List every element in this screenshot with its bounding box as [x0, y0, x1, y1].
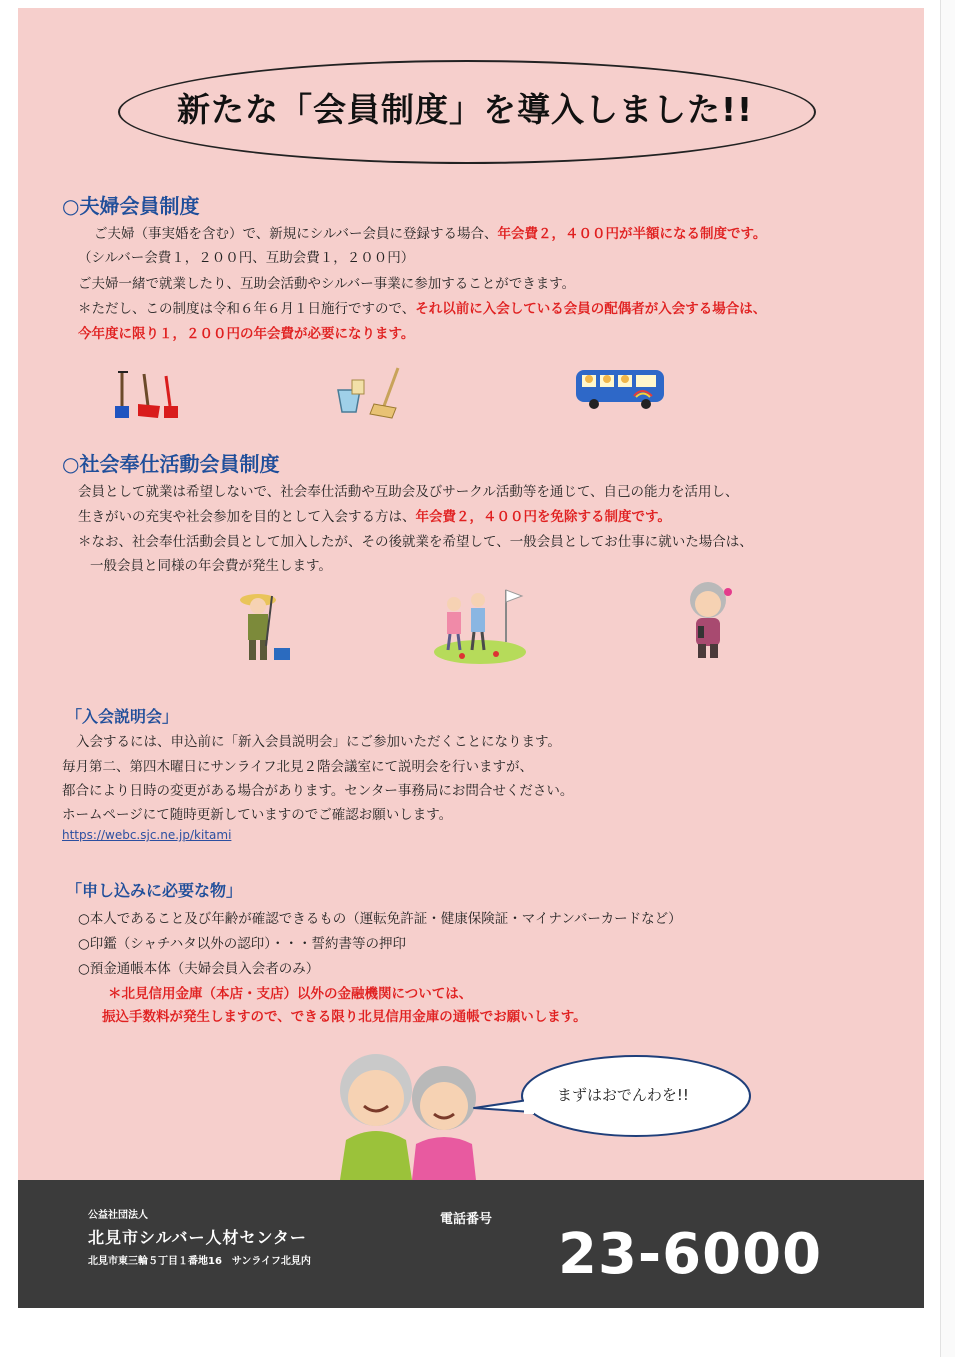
briefing-line3: 都合により日時の変更がある場合があります。センター事務局にお問合せください。 — [62, 783, 574, 799]
bank-note-line1: ＊北見信用金庫（本店・支店）以外の金融機関については、 — [108, 986, 473, 1002]
briefing-line4: ホームページにて随時更新していますのでご確認お願いします。 — [62, 807, 453, 823]
gateball-players-icon — [432, 582, 528, 666]
phone-label: 電話番号 — [440, 1212, 493, 1227]
speech-bubble-text: まずはおでんわを!! — [557, 1086, 689, 1104]
couple-line4 — [78, 297, 766, 317]
footer — [18, 1180, 924, 1308]
homepage-link[interactable]: https://webc.sjc.ne.jp/kitami — [62, 828, 232, 842]
volunteer-line3: ＊なお、社会奉仕活動会員として加入したが、その後就業を希望して、一般会員としてお仕事に就いた場合は、 — [78, 534, 753, 550]
volunteer-line2-normal: 生きがいの充実や社会参加を目的として入会する方は、 — [78, 509, 416, 525]
cleaning-bucket-icon — [334, 366, 408, 420]
couple-line4-normal: ＊ただし、この制度は令和６年６月１日施行ですので、 — [78, 301, 416, 317]
org-type: 公益社団法人 — [88, 1210, 148, 1221]
school-bus-icon — [574, 366, 666, 410]
bank-note-line2: 振込手数料が発生しますので、できる限り北見信用金庫の通帳でお願いします。 — [102, 1009, 587, 1025]
couple-line4-emphasis: それ以前に入会している会員の配偶者が入会する場合は、 — [415, 301, 767, 317]
couple-line2: （シルバー会費１，２００円、互助会費１，２００円） — [78, 250, 415, 266]
org-address: 北見市東三輪５丁目１番地16 サンライフ北見内 — [88, 1256, 311, 1267]
couple-line5: 今年度に限り１，２００円の年会費が必要になります。 — [78, 326, 415, 342]
couple-line1 — [94, 222, 766, 242]
briefing-heading: 「入会説明会」 — [66, 707, 179, 726]
requirements-heading: 「申し込みに必要な物」 — [66, 881, 243, 900]
org-name: 北見市シルバー人材センター — [88, 1228, 307, 1247]
page-title: 新たな「会員制度」を導入しました!! — [176, 90, 754, 129]
requirement-seal: ○印鑑（シャチハタ以外の認印）・・・誓約書等の押印 — [78, 936, 406, 952]
scan-edge — [940, 0, 955, 1357]
couple-line1-normal: ご夫婦（事実婚を含む）で、新規にシルバー会員に登録する場合、 — [94, 226, 498, 242]
volunteer-line2 — [78, 505, 671, 525]
elderly-woman-icon — [668, 578, 752, 662]
briefing-line1: 入会するには、申込前に「新入会員説明会」にご参加いただくことになります。 — [76, 734, 561, 750]
snow-shovel-icon — [108, 368, 184, 420]
requirement-id: ○本人であること及び年齢が確認できるもの（運転免許証・健康保険証・マイナンバーカードなど） — [78, 911, 682, 927]
gardener-icon — [232, 586, 296, 668]
requirement-bankbook: ○預金通帳本体（夫婦会員入会者のみ） — [78, 961, 320, 977]
couple-line1-emphasis: 年会費２，４００円が半額になる制度です。 — [497, 226, 767, 242]
volunteer-line1: 会員として就業は希望しないで、社会奉仕活動や互助会及びサークル活動等を通じて、自己の能力を活用し、 — [78, 484, 739, 500]
couple-section-heading: ○夫婦会員制度 — [62, 194, 200, 218]
volunteer-line4: 一般会員と同様の年会費が発生します。 — [90, 558, 332, 574]
couple-line3: ご夫婦一緒で就業したり、互助会活動やシルバー事業に参加することができます。 — [78, 276, 576, 292]
briefing-line2: 毎月第二、第四木曜日にサンライフ北見２階会議室にて説明会を行いますが、 — [62, 759, 534, 775]
volunteer-section-heading: ○社会奉仕活動会員制度 — [62, 452, 280, 476]
phone-number[interactable]: 23-6000 — [558, 1222, 823, 1287]
volunteer-line2-emphasis: 年会費２，４００円を免除する制度です。 — [415, 509, 671, 525]
